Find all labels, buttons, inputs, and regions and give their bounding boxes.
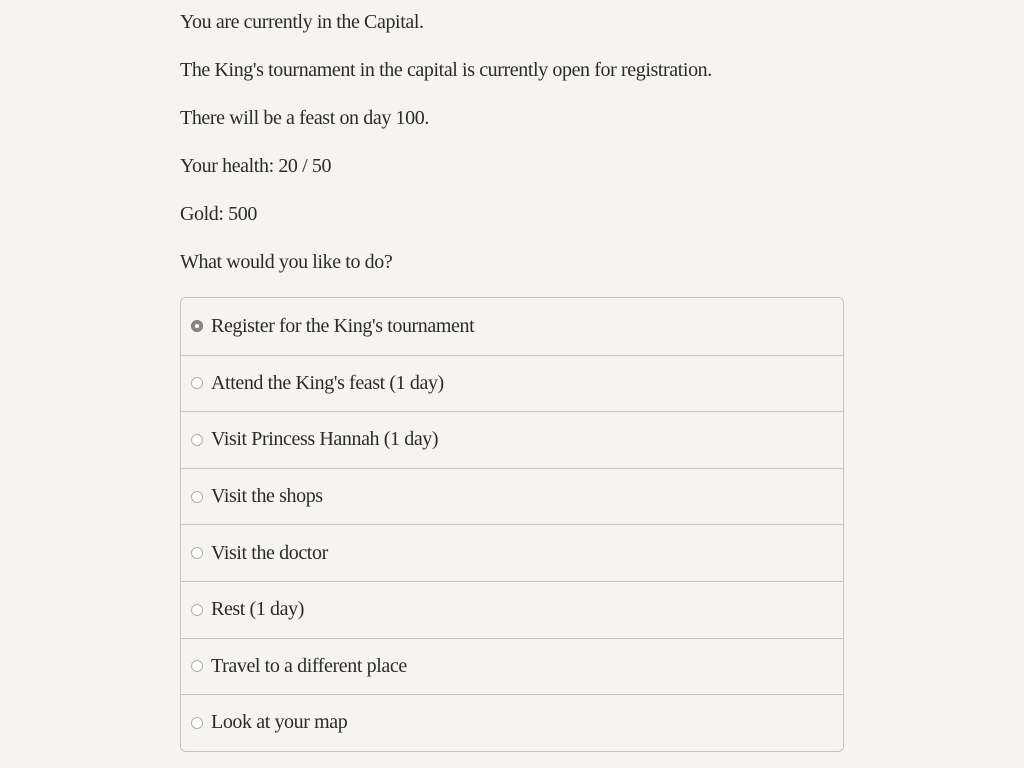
gold-text: Gold: 500 [180,203,257,225]
choice-label: Visit the doctor [211,541,328,564]
choice-label: Rest (1 day) [211,598,304,621]
radio-button[interactable] [191,491,203,503]
choice-list [180,297,844,752]
choice-travel[interactable] [181,638,843,695]
prompt-text: What would you like to do? [180,251,393,273]
choice-register-tournament[interactable] [181,298,843,355]
choice-label: Visit the shops [211,485,323,508]
tournament-text: The King's tournament in the capital is currently open for registration. [180,59,712,81]
radio-button[interactable] [191,320,203,332]
choice-visit-princess[interactable] [181,411,843,468]
radio-button[interactable] [191,604,203,616]
radio-button[interactable] [191,377,203,389]
choice-label: Look at your map [211,711,348,734]
radio-button[interactable] [191,547,203,559]
choice-visit-shops[interactable] [181,468,843,525]
health-text: Your health: 20 / 50 [180,155,332,177]
radio-button[interactable] [191,434,203,446]
choice-attend-feast[interactable] [181,355,843,412]
radio-button[interactable] [191,660,203,672]
choice-label: Travel to a different place [211,654,407,677]
location-text: You are currently in the Capital. [180,11,424,33]
radio-button[interactable] [191,717,203,729]
choice-look-map[interactable] [181,694,843,751]
choice-rest[interactable] [181,581,843,638]
feast-text: There will be a feast on day 100. [180,107,429,129]
choice-visit-doctor[interactable] [181,524,843,581]
choice-label: Register for the King's tournament [211,314,475,337]
choice-label: Attend the King's feast (1 day) [211,371,444,394]
choice-label: Visit Princess Hannah (1 day) [211,428,439,451]
